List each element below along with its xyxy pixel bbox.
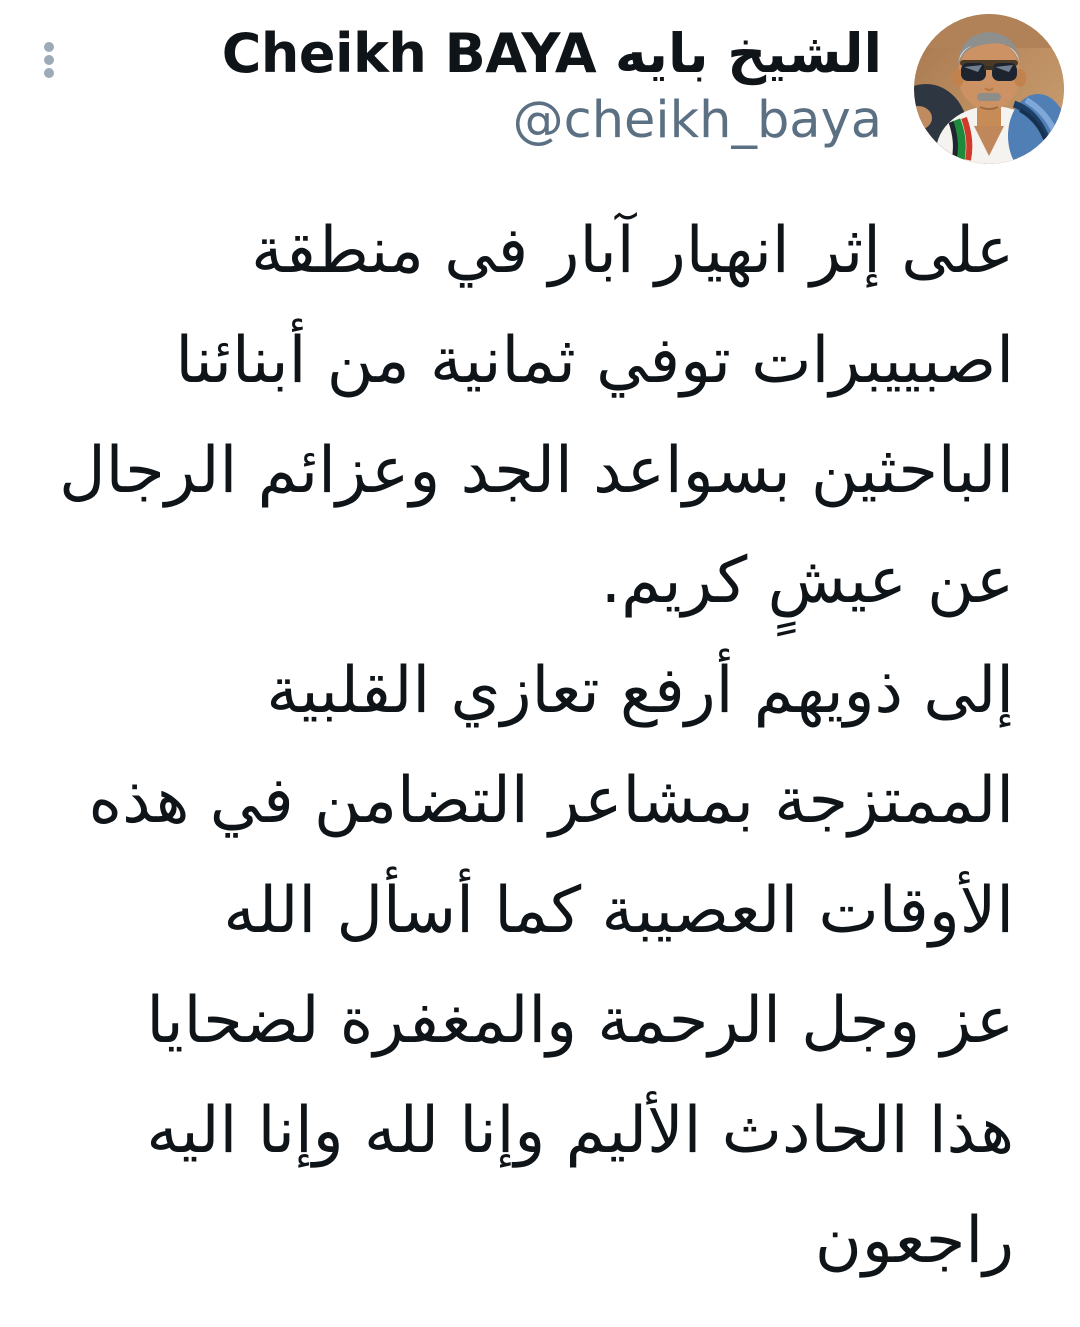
author-handle[interactable]: @cheikh_baya — [512, 91, 882, 150]
tweet-text-line: اصبييبرات توفي ثمانية من أبنائنا — [175, 324, 1014, 398]
avatar-image — [914, 14, 1064, 164]
tweet-text-line: على إثر انهيار آبار في منطقة — [251, 214, 1014, 288]
tweet-text-line: الباحثين بسواعد الجد وعزائم الرجال — [59, 434, 1014, 508]
tweet-text-line: الأوقات العصيبة كما أسأل الله — [223, 874, 1014, 948]
tweet-text-line: إلى ذويهم أرفع تعازي القلبية — [266, 654, 1014, 728]
tweet-text-line: الممتزجة بمشاعر التضامن في هذه — [88, 764, 1014, 838]
more-button[interactable] — [36, 34, 62, 86]
tweet-text-line: راجعون — [814, 1204, 1014, 1278]
tweet-text-line: عن عيشٍ كريم. — [600, 544, 1014, 618]
avatar[interactable] — [914, 14, 1064, 164]
more-icon — [44, 42, 54, 78]
author-block — [222, 22, 882, 156]
tweet-text-line: هذا الحادث الأليم وإنا لله وإنا اليه — [146, 1094, 1014, 1168]
tweet-text — [40, 196, 1014, 1296]
author-display-name[interactable]: الشيخ بايه Cheikh BAYA — [221, 22, 882, 85]
tweet-text-line: عز وجل الرحمة والمغفرة لضحايا — [146, 984, 1014, 1058]
